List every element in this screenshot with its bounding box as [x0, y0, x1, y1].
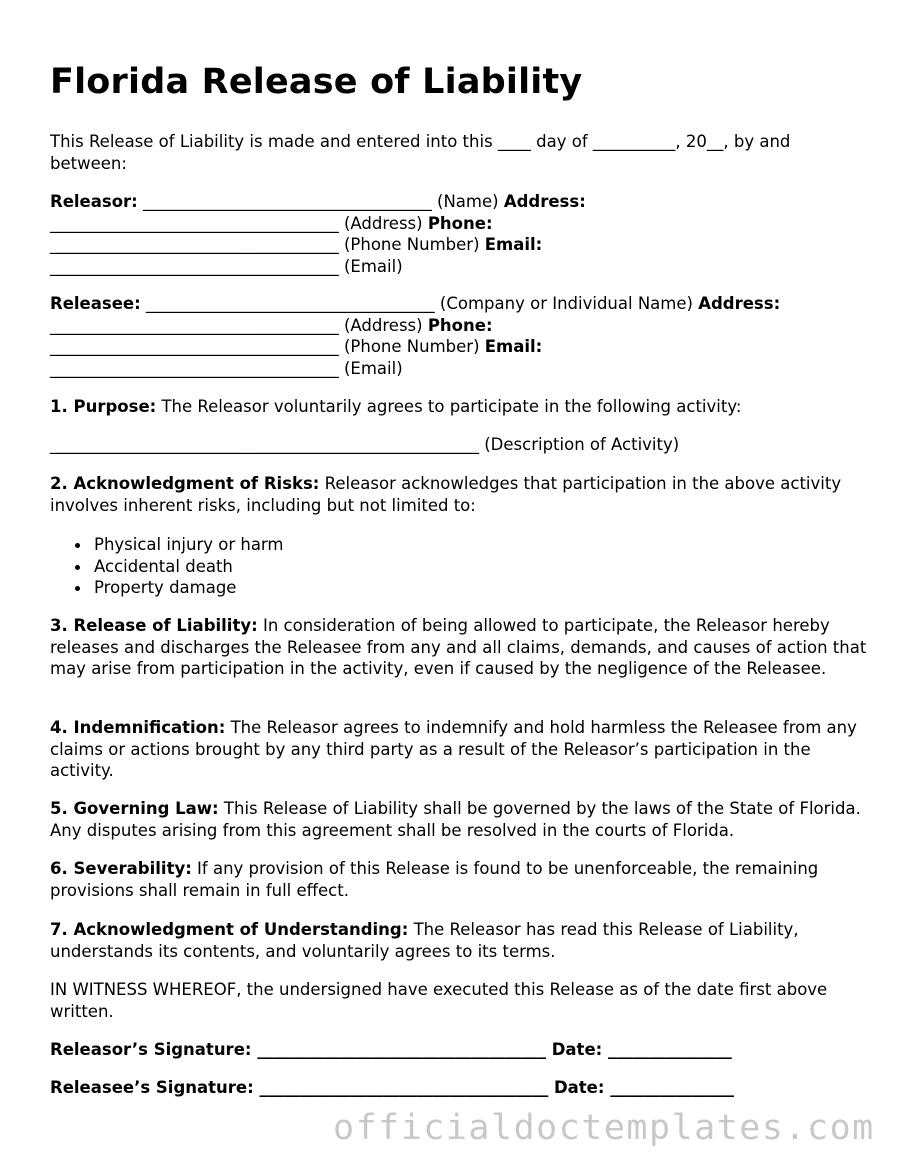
releasor-email-label: Email:	[484, 235, 543, 254]
releasee-address-label: Address:	[698, 294, 781, 313]
purpose-text: The Releasor voluntarily agrees to participate in the following activity:	[156, 397, 742, 416]
releasor-name-line: ___________________________________ (Name)	[137, 192, 504, 211]
risks-list	[50, 534, 870, 599]
releasor-signature-line: Releasor’s Signature: ___________________________________ Date: _______________	[50, 1040, 732, 1059]
list-item: Physical injury or harm	[94, 534, 870, 556]
releasor-email-line: ___________________________________ (Email)	[50, 256, 403, 276]
releasor-label: Releasor:	[50, 192, 138, 211]
releasee-address-line: ___________________________________ (Address)	[50, 315, 428, 335]
indemnification-heading: 4. Indemnification:	[50, 718, 226, 737]
risks-text: Releasor acknowledges that participation in the above activity involves inherent risks, including but not limited to:	[50, 474, 842, 515]
list-item: Accidental death	[94, 556, 870, 578]
release-text: In consideration of being allowed to participate, the Releasor hereby releases and discharges the Releasee from any and all claims, demands, and causes of action that may arise from participation in the activity, even if caused by the negligence of the Releasee.	[50, 616, 867, 678]
releasor-phone-label: Phone:	[427, 213, 493, 233]
releasee-email-line: ___________________________________ (Email)	[50, 358, 403, 378]
document-title: Florida Release of Liability	[50, 62, 583, 102]
releasee-label: Releasee:	[50, 294, 141, 313]
severability-text: If any provision of this Release is found to be unenforceable, the remaining provisions shall remain in full effect.	[50, 859, 819, 900]
releasee-email-label: Email:	[484, 337, 543, 356]
intro-paragraph: This Release of Liability is made and entered into this ____ day of __________, 20__, by and between:	[50, 132, 791, 173]
releasee-signature-line: Releasee’s Signature: ___________________________________ Date: _______________	[50, 1078, 734, 1097]
releasor-address-line: ___________________________________ (Address)	[50, 213, 428, 233]
governing-law-text: This Release of Liability shall be governed by the laws of the State of Florida. Any disputes arising from this agreement shall be resolved in the courts of Florida.	[50, 799, 861, 840]
releasor-phone-line: ___________________________________ (Phone Number)	[50, 235, 485, 254]
witness-paragraph: IN WITNESS WHEREOF, the undersigned have executed this Release as of the date first above written.	[50, 980, 828, 1021]
governing-law-heading: 5. Governing Law:	[50, 799, 219, 818]
releasee-block	[50, 293, 870, 379]
list-item: Property damage	[94, 577, 870, 599]
risks-list-block	[50, 534, 870, 599]
indemnification-text: The Releasor agrees to indemnify and hold harmless the Releasee from any claims or actions brought by any third party as a result of the Releasor’s participation in the activity.	[50, 718, 857, 780]
releasee-phone-line: ___________________________________ (Phone Number)	[50, 337, 485, 356]
severability-paragraph	[50, 858, 870, 901]
releasee-name-line: ___________________________________ (Company or Individual Name)	[140, 294, 699, 313]
severability-heading: 6. Severability:	[50, 859, 192, 878]
governing-law-paragraph	[50, 798, 870, 841]
release-heading: 3. Release of Liability:	[50, 616, 258, 635]
releasee-phone-label: Phone:	[427, 315, 493, 335]
activity-description-line: ____________________________________________________ (Description of Activity)	[50, 435, 680, 454]
indemnification-paragraph	[50, 717, 870, 782]
releasor-address-label: Address:	[503, 192, 586, 211]
releasor-block	[50, 191, 870, 277]
release-paragraph	[50, 615, 870, 680]
understanding-heading: 7. Acknowledgment of Understanding:	[50, 920, 409, 939]
risks-heading: 2. Acknowledgment of Risks:	[50, 474, 320, 493]
purpose-heading: 1. Purpose:	[50, 397, 157, 416]
understanding-text: The Releasor has read this Release of Liability, understands its contents, and voluntarily agrees to its terms.	[50, 920, 799, 961]
purpose-paragraph	[50, 396, 870, 418]
risks-paragraph	[50, 473, 870, 516]
understanding-paragraph	[50, 919, 870, 962]
watermark-text: officialdoctemplates.com	[333, 1108, 875, 1148]
